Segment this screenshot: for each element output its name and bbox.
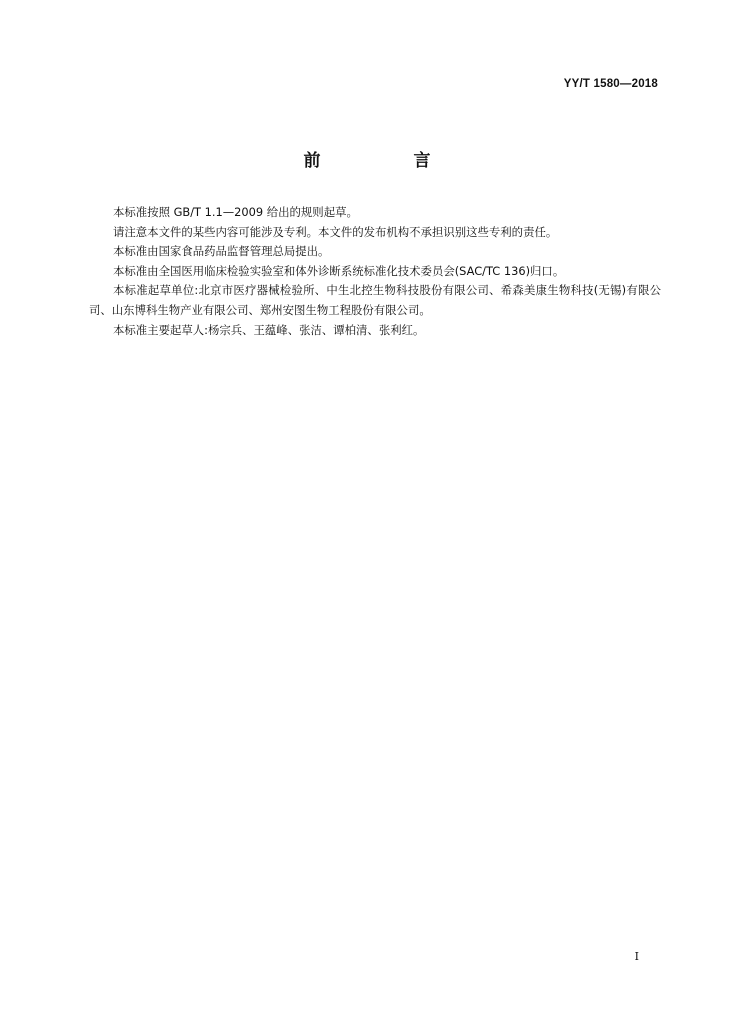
- page-title: 前 言: [303, 151, 469, 171]
- standard-code: YY/T 1580—2018: [563, 78, 658, 90]
- paragraph-patent-notice: 请注意本文件的某些内容可能涉及专利。本文件的发布机构不承担识别这些专利的责任。: [113, 224, 558, 239]
- paragraph-drafting-rules: 本标准按照 GB/T 1.1—2009 给出的规则起草。: [113, 205, 358, 219]
- page-number: I: [634, 950, 639, 963]
- paragraph-drafting-units: 本标准起草单位:北京市医疗器械检验所、中生北控生物科技股份有限公司、希森美康生物科技(无锡)有限公司、山东博科生物产业有限公司、郑州安图生物工程股份有限公司。: [89, 283, 661, 317]
- paragraph-committee: 本标准由全国医用临床检验实验室和体外诊断系统标准化技术委员会(SAC/TC 136)归口。: [113, 263, 565, 278]
- paragraph-proposer: 本标准由国家食品药品监督管理总局提出。: [113, 244, 330, 259]
- foreword-body: [89, 203, 661, 340]
- paragraph-drafters: 本标准主要起草人:杨宗兵、王蕴峰、张洁、谭柏清、张利红。: [113, 322, 425, 337]
